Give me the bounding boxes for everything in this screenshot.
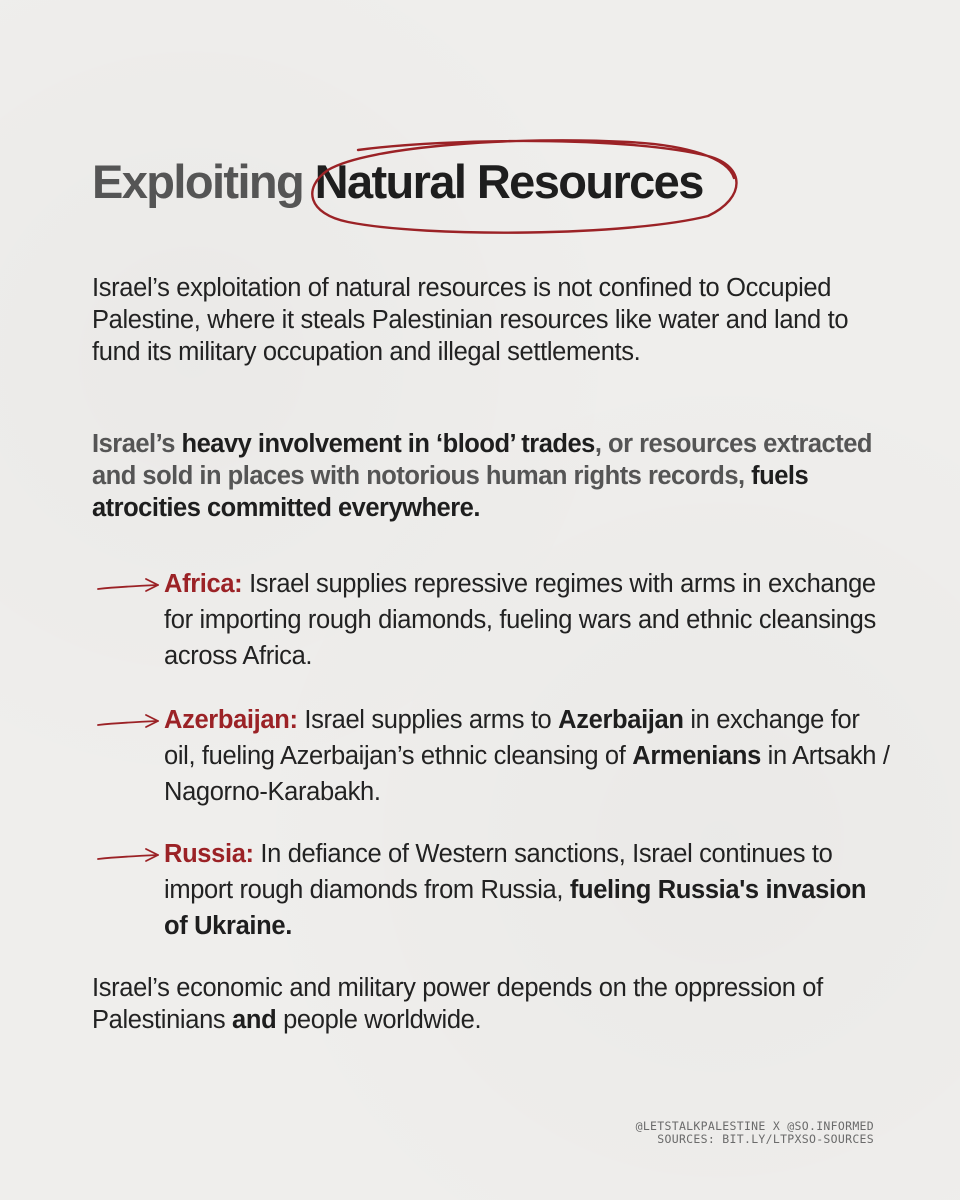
bullet-africa-body: Israel supplies repressive regimes with arms in exchange for importing rough diamonds, fueling wars and ethnic cleansings across Africa. bbox=[164, 570, 876, 670]
bullet-azerbaijan-bold-2: Armenians bbox=[632, 742, 761, 770]
emphasis-text-1: Israel’s bbox=[92, 430, 182, 458]
arrow-right-icon bbox=[96, 846, 162, 866]
bullet-africa-label: Africa: bbox=[164, 570, 243, 598]
bullet-azerbaijan-body-1: Israel supplies arms to bbox=[297, 706, 559, 734]
bullet-azerbaijan-text bbox=[164, 702, 894, 810]
bullet-russia-bold: fueling Russia's invasion of Ukraine. bbox=[164, 876, 867, 940]
bullet-russia-text bbox=[164, 836, 894, 944]
title-part-2: Natural Resources bbox=[314, 155, 703, 208]
arrow-right-icon bbox=[96, 712, 162, 732]
bullet-azerbaijan-bold-1: Azerbaijan bbox=[558, 706, 684, 734]
bullet-africa-text bbox=[164, 566, 894, 674]
bullet-russia-label: Russia: bbox=[164, 840, 254, 868]
bullet-azerbaijan-label: Azerbaijan: bbox=[164, 706, 298, 734]
credits-handles: @LETSTALKPALESTINE X @SO.INFORMED bbox=[635, 1119, 874, 1133]
bullet-russia-body: In defiance of Western sanctions, Israel continues to import rough diamonds from Russia, bbox=[164, 840, 833, 904]
emphasis-text-2: , or resources extracted and sold in places with notorious human rights records, bbox=[92, 430, 872, 490]
hand-drawn-circle-icon bbox=[298, 136, 748, 240]
conclusion-paragraph bbox=[92, 972, 882, 1036]
credits-sources: SOURCES: BIT.LY/LTPXSO-SOURCES bbox=[657, 1132, 874, 1146]
bullet-azerbaijan-body-3: in Artsakh / Nagorno-Karabakh. bbox=[164, 742, 890, 806]
emphasis-period: . bbox=[473, 494, 480, 522]
emphasis-bold-1: heavy involvement in ‘blood’ trades bbox=[181, 430, 595, 458]
bullet-azerbaijan-body-2: in exchange for oil, fueling Azerbaijan’s ethnic cleansing of bbox=[164, 706, 860, 770]
conclusion-text-2: people worldwide. bbox=[276, 1006, 482, 1034]
arrow-right-icon bbox=[96, 576, 162, 596]
credits bbox=[636, 1120, 874, 1146]
title-part-1: Exploiting bbox=[92, 155, 304, 208]
emphasis-bold-2: fuels atrocities committed everywhere bbox=[92, 462, 809, 522]
conclusion-bold: and bbox=[232, 1006, 277, 1034]
emphasis-paragraph bbox=[92, 428, 882, 524]
intro-paragraph: Israel’s exploitation of natural resources is not confined to Occupied Palestine, where it steals Palestinian resources like water and land to fund its military occupation and illegal settlements. bbox=[92, 274, 849, 366]
conclusion-text-1: Israel’s economic and military power depends on the oppression of Palestinians bbox=[92, 974, 823, 1034]
